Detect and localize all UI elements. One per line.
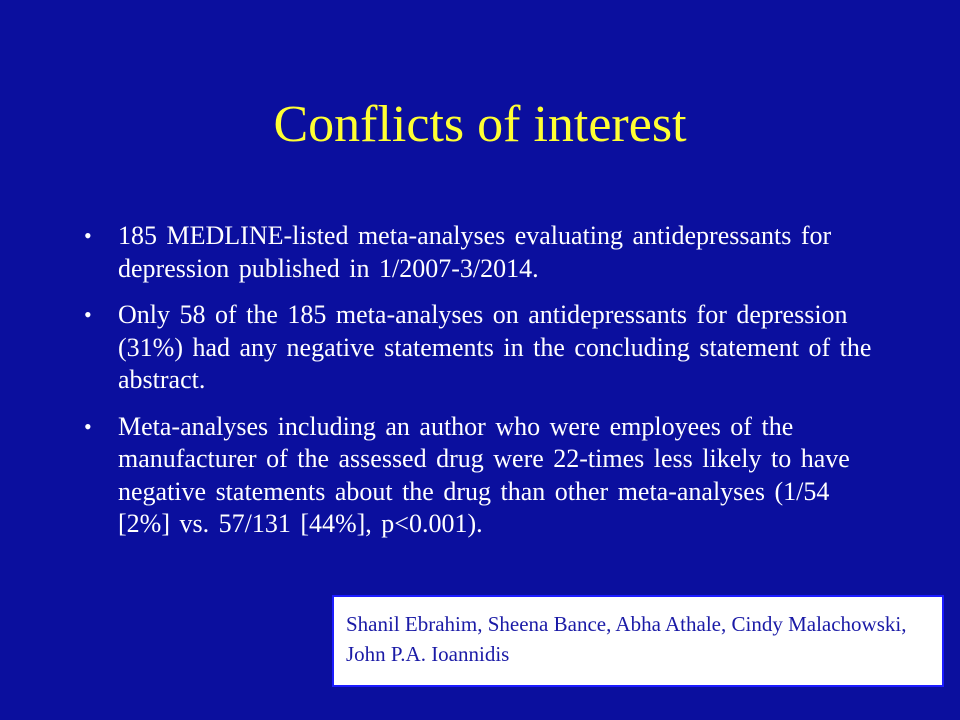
slide-title: Conflicts of interest bbox=[273, 96, 687, 153]
bullet-item-1 bbox=[84, 220, 884, 285]
bullet-text: Meta-analyses including an author who were employees of the manufacturer of the assessed drug were 22-times less likely to have negative statements about the drug than other meta-analyses (1/54 [2%] vs. 57/131 [44%], p<0.001). bbox=[118, 411, 850, 538]
bullet-text: 185 MEDLINE-listed meta-analyses evaluating antidepressants for depression published in 1/2007-3/2014. bbox=[118, 221, 832, 283]
bullet-text: Only 58 of the 185 meta-analyses on antidepressants for depression (31%) had any negative statements in the concluding statement of the abstract. bbox=[118, 300, 872, 394]
bullet-marker: • bbox=[84, 223, 92, 248]
citation-box: Shanil Ebrahim, Sheena Bance, Abha Athale, Cindy Malachowski, John P.A. Ioannidis bbox=[332, 595, 944, 687]
bullet-marker: • bbox=[84, 413, 92, 439]
bullet-item-2 bbox=[84, 299, 884, 397]
bullet-item-3 bbox=[84, 411, 884, 541]
bullet-list bbox=[84, 220, 884, 555]
bullet-marker: • bbox=[84, 302, 92, 327]
